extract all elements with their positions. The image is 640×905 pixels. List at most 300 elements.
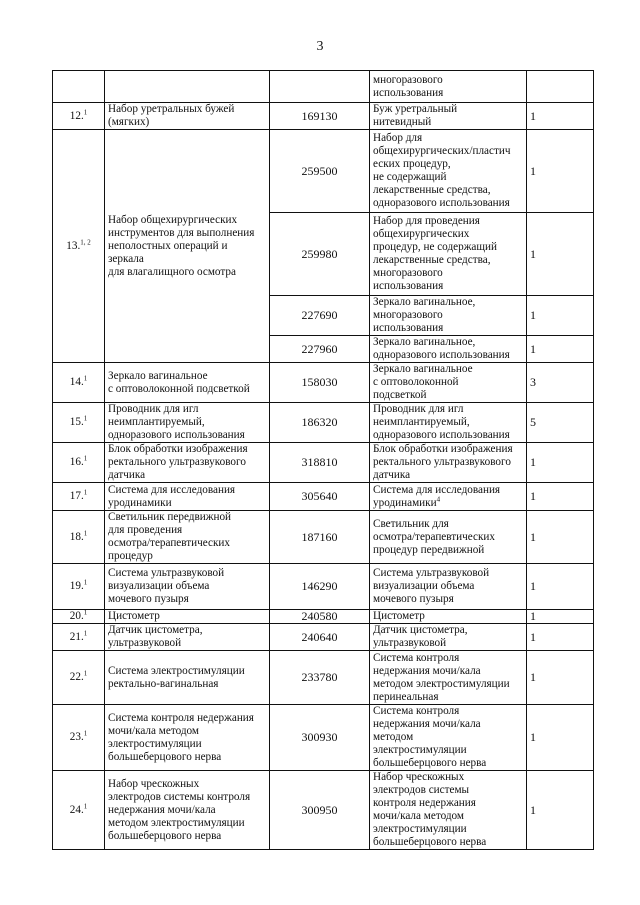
text-line	[108, 240, 266, 253]
text-line	[108, 266, 266, 279]
text-line-content: процедур	[108, 550, 153, 562]
text-line-content: Набор для проведения	[373, 215, 480, 227]
text-line-content: для влагалищного осмотра	[108, 265, 236, 278]
table-row	[53, 403, 594, 443]
text-line-content: Цистометр	[373, 610, 425, 622]
text-line	[373, 103, 523, 116]
text-line	[373, 544, 523, 557]
text-line	[373, 241, 523, 254]
text-line-content: Система ультразвуковой	[373, 567, 490, 579]
text-line-content: ректального ультразвукового	[108, 456, 246, 468]
cell-name	[105, 771, 270, 850]
cell-number	[53, 363, 105, 403]
text-line	[373, 784, 523, 797]
text-line	[108, 383, 266, 396]
cell-number	[53, 564, 105, 610]
cell-code: 259500	[270, 130, 370, 213]
text-line-content: мочевого пузыря	[108, 593, 189, 605]
text-line-content: ректально-вагинальная	[108, 677, 219, 690]
text-line	[108, 227, 266, 240]
cell-description	[370, 651, 527, 705]
table-row	[53, 71, 594, 103]
text-line	[373, 349, 523, 362]
text-line-content: Зеркало вагинальное,	[373, 296, 476, 308]
text-line-content: Набор для	[373, 132, 423, 144]
text-line-content: недержания мочи/кала	[373, 718, 481, 730]
footnote-mark: 1	[83, 609, 88, 617]
footnote-mark: 1	[83, 528, 88, 537]
text-line-content: (мягких)	[108, 116, 150, 128]
cell-code: 233780	[270, 651, 370, 705]
text-line-content: датчика	[108, 469, 146, 481]
text-line-content: Система контроля недержания	[108, 711, 254, 724]
cell-description	[370, 71, 527, 103]
text-line-content: методом электростимуляции	[373, 677, 510, 690]
text-line	[373, 145, 523, 158]
text-line	[108, 550, 266, 563]
text-line	[373, 691, 523, 704]
text-line-content: уродинамики	[373, 496, 437, 509]
text-line-content: электродов системы контроля	[108, 790, 251, 803]
text-line	[373, 718, 523, 731]
text-line	[108, 567, 266, 580]
text-line-content: большеберцового нерва	[373, 757, 487, 769]
text-line	[108, 443, 266, 456]
text-line-content: Набор общехирургических	[108, 213, 238, 226]
text-line-content: ультразвуковой	[108, 637, 182, 649]
text-line	[108, 103, 266, 116]
text-line	[373, 771, 523, 784]
text-line	[373, 624, 523, 637]
cell-quantity: 1	[527, 511, 594, 564]
row-number: 18.	[69, 530, 84, 543]
text-line	[373, 322, 523, 335]
text-line	[108, 370, 266, 383]
table-row	[53, 651, 594, 705]
text-line-content: осмотра/терапевтических	[108, 537, 231, 549]
text-line	[373, 637, 523, 650]
text-line	[373, 228, 523, 241]
text-line	[108, 665, 266, 678]
cell-quantity: 1	[527, 443, 594, 483]
text-line	[108, 511, 266, 524]
text-line	[373, 456, 523, 469]
text-line	[373, 823, 523, 836]
text-line-content: использования	[373, 86, 444, 99]
cell-quantity: 1	[527, 483, 594, 511]
text-line	[108, 537, 266, 550]
cell-number	[53, 130, 105, 363]
text-line	[373, 610, 523, 623]
text-line-content: Система для исследования	[373, 483, 501, 496]
cell-code: 227690	[270, 296, 370, 336]
cell-quantity	[527, 71, 594, 103]
cell-quantity: 1	[527, 564, 594, 610]
cell-number	[53, 624, 105, 651]
cell-description	[370, 296, 527, 336]
cell-name	[105, 705, 270, 771]
cell-code: 169130	[270, 103, 370, 130]
cell-quantity: 1	[527, 296, 594, 336]
cell-number	[53, 610, 105, 624]
text-line-content: одноразового использования	[108, 429, 245, 441]
table-row	[53, 771, 594, 850]
text-line-content: использования	[373, 322, 444, 334]
text-line-content: Набор уретральных бужей	[108, 103, 235, 115]
cell-code: 305640	[270, 483, 370, 511]
text-line-content: Светильник для	[373, 517, 449, 530]
footnote-mark: 1	[83, 729, 88, 738]
text-line	[373, 484, 523, 497]
text-line-content: Датчик цистометра,	[373, 624, 468, 636]
cell-quantity: 1	[527, 610, 594, 624]
text-line	[108, 429, 266, 442]
table-row	[53, 130, 594, 213]
row-number: 13.	[66, 239, 81, 252]
text-line-content: одноразового использования	[373, 349, 510, 361]
cell-name	[105, 610, 270, 624]
cell-description	[370, 483, 527, 511]
text-line	[108, 416, 266, 429]
text-line	[373, 744, 523, 757]
text-line-content: электродов системы	[373, 784, 470, 796]
text-line-content: большеберцового нерва	[108, 750, 222, 763]
text-line-content: электростимуляции	[108, 737, 202, 750]
footnote-mark: 4	[436, 494, 441, 503]
text-line	[373, 757, 523, 770]
cell-name	[105, 71, 270, 103]
text-line-content: осмотра/терапевтических	[373, 530, 496, 543]
text-line	[108, 593, 266, 606]
text-line-content: общехирургических/пластич	[373, 145, 511, 157]
text-line	[108, 712, 266, 725]
text-line-content: мочи/кала методом	[108, 724, 199, 737]
footnote-mark: 1	[83, 454, 88, 463]
cell-code: 186320	[270, 403, 370, 443]
text-line-content: для проведения	[108, 524, 183, 536]
text-line-content: ректального ультразвукового	[373, 456, 511, 468]
footnote-mark: 1	[83, 801, 88, 810]
text-line	[373, 567, 523, 580]
cell-number	[53, 651, 105, 705]
text-line	[108, 791, 266, 804]
footnote-mark: 1	[83, 414, 88, 423]
cell-description	[370, 771, 527, 850]
text-line	[373, 254, 523, 267]
text-line	[108, 497, 266, 510]
cell-number	[53, 403, 105, 443]
text-line-content: Набор чрескожных	[373, 771, 465, 783]
cell-description	[370, 103, 527, 130]
table-row	[53, 483, 594, 511]
text-line-content: с оптоволоконной подсветкой	[108, 382, 250, 395]
cell-number	[53, 511, 105, 564]
text-line-content: Зеркало вагинальное,	[373, 336, 476, 348]
cell-quantity: 3	[527, 363, 594, 403]
text-line-content: Зеркало вагинальное	[373, 363, 473, 375]
footnote-mark: 1	[83, 374, 88, 383]
text-line	[108, 738, 266, 751]
text-line-content: подсветкой	[373, 389, 427, 401]
text-line-content: с оптоволоконной	[373, 376, 459, 388]
text-line	[373, 580, 523, 593]
text-line-content: процедур, не содержащий	[373, 241, 497, 253]
cell-quantity: 1	[527, 213, 594, 296]
cell-code: 146290	[270, 564, 370, 610]
cell-description	[370, 610, 527, 624]
text-line	[108, 403, 266, 416]
cell-code	[270, 71, 370, 103]
text-line-content: Проводник для игл	[108, 403, 199, 415]
cell-number	[53, 705, 105, 771]
cell-name	[105, 130, 270, 363]
text-line-content: Система ультразвуковой	[108, 567, 225, 579]
row-number: 15.	[69, 416, 84, 428]
text-line	[373, 74, 523, 87]
text-line	[373, 731, 523, 744]
text-line	[373, 296, 523, 309]
text-line-content: Система контроля	[373, 705, 460, 717]
table-row	[53, 103, 594, 130]
text-line	[373, 389, 523, 402]
text-line-content: Система контроля	[373, 651, 460, 664]
table-row	[53, 443, 594, 483]
footnote-mark: 1	[83, 578, 88, 587]
text-line-content: Буж уретральный	[373, 103, 458, 115]
text-line-content: Зеркало вагинальное	[108, 369, 208, 382]
text-line-content: уродинамики	[108, 496, 172, 509]
cell-number	[53, 103, 105, 130]
table-row	[53, 705, 594, 771]
text-line	[373, 797, 523, 810]
text-line	[373, 336, 523, 349]
cell-name	[105, 103, 270, 130]
text-line-content: общехирургических	[373, 228, 470, 240]
cell-name	[105, 363, 270, 403]
cell-code: 300930	[270, 705, 370, 771]
text-line	[373, 678, 523, 691]
text-line	[108, 253, 266, 266]
text-line-content: зеркала	[108, 252, 144, 265]
table-row	[53, 363, 594, 403]
text-line-content: мочи/кала методом	[373, 810, 464, 822]
cell-code: 240580	[270, 610, 370, 624]
text-line-content: Блок обработки изображения	[108, 443, 248, 455]
text-line-content: недержания мочи/кала	[108, 803, 216, 816]
text-line-content: Блок обработки изображения	[373, 443, 513, 455]
row-number: 16.	[69, 456, 84, 468]
table-row	[53, 564, 594, 610]
cell-quantity: 1	[527, 651, 594, 705]
text-line	[108, 637, 266, 650]
text-line-content: методом	[373, 731, 414, 743]
footnote-mark: 1, 2	[80, 237, 91, 246]
text-line	[373, 215, 523, 228]
row-number: 17.	[69, 490, 84, 502]
text-line-content: неимплантируемый,	[108, 416, 205, 428]
text-line-content: ультразвуковой	[373, 637, 447, 649]
text-line-content: большеберцового нерва	[108, 829, 222, 842]
text-line	[373, 443, 523, 456]
cell-code: 318810	[270, 443, 370, 483]
text-line	[108, 804, 266, 817]
row-number: 21.	[69, 630, 84, 643]
cell-code: 300950	[270, 771, 370, 850]
text-line-content: нитевидный	[373, 116, 432, 128]
text-line	[373, 197, 523, 210]
text-line	[373, 184, 523, 197]
text-line	[373, 158, 523, 171]
cell-name	[105, 624, 270, 651]
text-line	[373, 429, 523, 442]
footnote-mark: 1	[83, 669, 88, 678]
table-row	[53, 511, 594, 564]
text-line	[373, 705, 523, 718]
text-line	[108, 580, 266, 593]
equipment-table	[52, 70, 594, 850]
text-line	[108, 610, 266, 623]
table-row	[53, 610, 594, 624]
text-line-content: электростимуляции	[373, 823, 467, 835]
cell-number	[53, 71, 105, 103]
row-number: 22.	[69, 671, 84, 683]
cell-code: 259980	[270, 213, 370, 296]
text-line-content: методом электростимуляции	[108, 816, 245, 829]
text-line	[108, 524, 266, 537]
cell-quantity: 1	[527, 705, 594, 771]
text-line-content: визуализации объема	[373, 580, 475, 592]
text-line	[373, 531, 523, 544]
text-line-content: неимплантируемый,	[373, 416, 470, 428]
text-line	[373, 836, 523, 849]
text-line	[108, 469, 266, 482]
text-line-content: недержания мочи/кала	[373, 664, 481, 677]
cell-description	[370, 363, 527, 403]
text-line-content: Проводник для игл	[373, 403, 464, 415]
cell-quantity: 1	[527, 130, 594, 213]
row-number: 12.	[69, 109, 84, 122]
cell-quantity: 1	[527, 336, 594, 363]
cell-quantity: 1	[527, 771, 594, 850]
text-line-content: еских процедур,	[373, 158, 451, 170]
text-line	[373, 309, 523, 322]
page-number: 3	[316, 39, 324, 54]
cell-name	[105, 511, 270, 564]
text-line	[108, 116, 266, 129]
row-number: 14.	[69, 376, 84, 388]
cell-name	[105, 651, 270, 705]
text-line-content: Система электростимуляции	[108, 664, 245, 677]
text-line	[373, 593, 523, 606]
cell-description	[370, 213, 527, 296]
text-line-content: использования	[373, 280, 444, 292]
text-line-content: одноразового использования	[373, 197, 510, 209]
text-line	[373, 416, 523, 429]
text-line-content: не содержащий	[373, 171, 447, 183]
text-line	[373, 267, 523, 280]
text-line-content: визуализации объема	[108, 580, 210, 592]
text-line	[373, 652, 523, 665]
cell-code: 227960	[270, 336, 370, 363]
cell-description	[370, 705, 527, 771]
text-line-content: Набор чрескожных	[108, 777, 200, 790]
text-line-content: многоразового	[373, 267, 443, 279]
text-line	[108, 751, 266, 764]
text-line	[108, 678, 266, 691]
footnote-mark: 1	[83, 488, 88, 497]
text-line	[373, 665, 523, 678]
text-line	[373, 376, 523, 389]
text-line	[108, 817, 266, 830]
row-number: 19.	[69, 580, 84, 592]
text-line	[373, 403, 523, 416]
text-line	[108, 778, 266, 791]
text-line	[108, 456, 266, 469]
text-line	[108, 725, 266, 738]
cell-code: 240640	[270, 624, 370, 651]
text-line	[373, 469, 523, 482]
text-line-content: лекарственные средства,	[373, 254, 491, 266]
text-line-content: Светильник передвижной	[108, 511, 232, 523]
text-line-content: Датчик цистометра,	[108, 624, 203, 636]
cell-code: 187160	[270, 511, 370, 564]
text-line	[373, 363, 523, 376]
cell-number	[53, 483, 105, 511]
cell-quantity: 1	[527, 624, 594, 651]
text-line-content: перинеальная	[373, 690, 439, 703]
text-line-content: процедур передвижной	[373, 543, 485, 556]
text-line-content: Система для исследования	[108, 483, 236, 496]
text-line-content: многоразового	[373, 309, 443, 321]
text-line-content: электростимуляции	[373, 744, 467, 756]
text-line-content: многоразового	[373, 73, 443, 86]
cell-name	[105, 443, 270, 483]
table-row	[53, 624, 594, 651]
text-line	[108, 624, 266, 637]
text-line-content: неполостных операций и	[108, 239, 228, 252]
text-line	[373, 132, 523, 145]
cell-name	[105, 564, 270, 610]
text-line	[373, 494, 523, 510]
text-line	[373, 87, 523, 100]
text-line	[373, 280, 523, 293]
text-line-content: инструментов для выполнения	[108, 226, 255, 239]
cell-number	[53, 771, 105, 850]
text-line-content: контроля недержания	[373, 797, 476, 809]
text-line-content: большеберцового нерва	[373, 836, 487, 848]
cell-name	[105, 483, 270, 511]
text-line-content: мочевого пузыря	[373, 593, 454, 605]
cell-description	[370, 624, 527, 651]
cell-description	[370, 564, 527, 610]
row-number: 23.	[69, 731, 84, 743]
text-line	[108, 484, 266, 497]
row-number: 20.	[69, 610, 84, 622]
cell-quantity: 1	[527, 103, 594, 130]
text-line	[373, 171, 523, 184]
text-line	[108, 830, 266, 843]
cell-code: 158030	[270, 363, 370, 403]
text-line-content: Цистометр	[108, 610, 160, 622]
cell-description	[370, 130, 527, 213]
cell-description	[370, 511, 527, 564]
cell-number	[53, 443, 105, 483]
cell-quantity: 5	[527, 403, 594, 443]
text-line	[373, 810, 523, 823]
text-line-content: датчика	[373, 469, 411, 481]
cell-name	[105, 403, 270, 443]
row-number: 24.	[69, 803, 84, 816]
